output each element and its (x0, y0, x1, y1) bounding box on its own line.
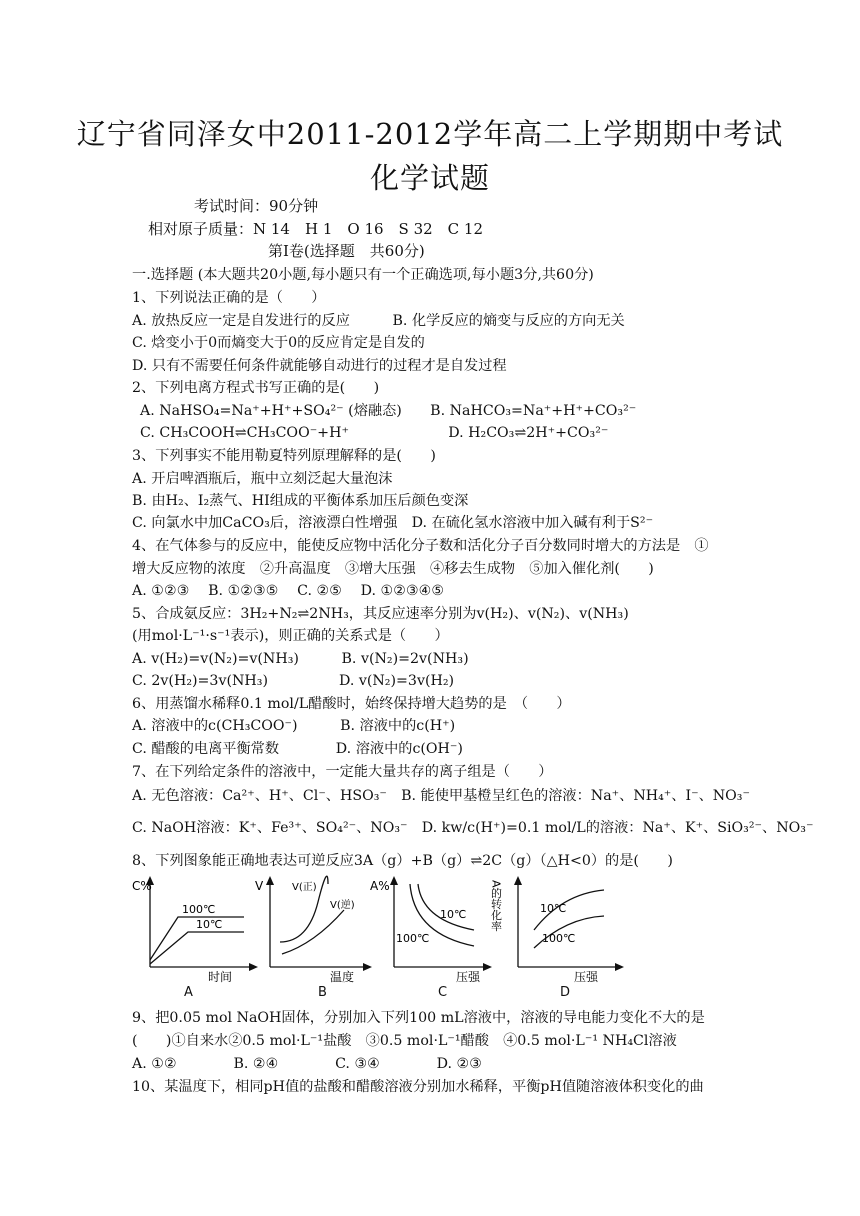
q3-stem: 3、下列事实不能用勒夏特列原理解释的是( ) (132, 448, 436, 464)
graph-b-caption: B (318, 985, 327, 1000)
graph-b-curve1-label: V(正) (292, 882, 317, 893)
q1-options-ab: A. 放热反应一定是自发进行的反应 B. 化学反应的熵变与反应的方向无关 (132, 313, 625, 329)
q2-stem: 2、下列电离方程式书写正确的是( ) (132, 380, 380, 396)
q8-stem: 8、下列图象能正确地表达可逆反应3A（g）+B（g）⇌2C（g）（△H<0）的是( ) (132, 853, 673, 869)
q9-options: A. ①② B. ②④ C. ③④ D. ②③ (132, 1056, 482, 1072)
graph-a (130, 872, 260, 988)
q6-options-cd: C. 醋酸的电离平衡常数 D. 溶液中的c(OH⁻) (132, 741, 463, 757)
q4-options: A. ①②③ B. ①②③⑤ C. ②⑤ D. ①②③④⑤ (132, 583, 445, 599)
title-line-2: 化学试题 (369, 161, 490, 195)
q1-option-d: D. 只有不需要任何条件就能够自动进行的过程才是自发过程 (132, 358, 507, 374)
graph-d-curve2-label: 100℃ (542, 932, 576, 945)
graph-d (489, 872, 626, 988)
section-heading: 一.选择题 (本大题共20小题,每小题只有一个正确选项,每小题3分,共60分) (132, 267, 594, 283)
q5-stem: 5、合成氨反应：3H₂+N₂⇌2NH₃，其反应速率分别为v(H₂)、v(N₂)、v(NH₃) (132, 606, 629, 622)
q6-options-ab: A. 溶液中的c(CH₃COO⁻) B. 溶液中的c(H⁺) (132, 718, 456, 734)
q6-stem: 6、用蒸馏水稀释0.1 mol/L醋酸时，始终保持增大趋势的是 （ ） (132, 696, 571, 712)
q2-options-ab: A. NaHSO₄=Na⁺+H⁺+SO₄²⁻ (熔融态) B. NaHCO₃=Na⁺+H⁺+CO₃²⁻ (140, 403, 637, 419)
graph-c-curve1-label: 10℃ (440, 908, 467, 921)
graph-c (370, 872, 495, 988)
q5-stem-cont: (用mol·L⁻¹·s⁻¹表示)，则正确的关系式是（ ） (132, 628, 449, 644)
graph-c-y-label: A% (370, 879, 390, 893)
q4-stem-cont: 增大反应物的浓度 ②升高温度 ③增大压强 ④移去生成物 ⑤加入催化剂( ) (132, 561, 654, 577)
graph-b-y-label: V (255, 879, 264, 893)
q7-options-cd: C. NaOH溶液：K⁺、Fe³⁺、SO₄²⁻、NO₃⁻ D. kw/c(H⁺)=0.1 mol/L的溶液：Na⁺、K⁺、SiO₃²⁻、NO₃⁻ (132, 820, 814, 836)
graph-a-curve2-label: 10℃ (196, 918, 223, 931)
graph-a-caption: A (184, 985, 193, 1000)
q10-stem: 10、某温度下，相同pH值的盐酸和醋酸溶液分别加水稀释，平衡pH值随溶液体积变化的曲 (132, 1079, 704, 1095)
graph-a-curve-10 (150, 932, 244, 964)
q7-options-ab: A. 无色溶液：Ca²⁺、H⁺、Cl⁻、HSO₃⁻ B. 能使甲基橙呈红色的溶液：Na⁺、NH₄⁺、I⁻、NO₃⁻ (132, 788, 750, 804)
q7-stem: 7、在下列给定条件的溶液中，一定能大量共存的离子组是（ ） (132, 764, 553, 780)
graph-d-curve1-label: 10℃ (540, 902, 567, 915)
graph-a-y-label: C% (132, 879, 152, 893)
graph-d-caption: D (560, 985, 571, 1000)
q9-stem-cont: ( )①自来水②0.5 mol·L⁻¹盐酸 ③0.5 mol·L⁻¹醋酸 ④0.5 mol·L⁻¹ NH₄Cl溶液 (132, 1033, 677, 1049)
q1-stem: 1、下列说法正确的是（ ） (132, 290, 326, 306)
q2-options-cd: C. CH₃COOH⇌CH₃COO⁻+H⁺ D. H₂CO₃⇌2H⁺+CO₃²⁻ (140, 425, 609, 441)
graph-d-x-label: 压强 (574, 970, 599, 984)
q3-option-b: B. 由H₂、I₂蒸气、HI组成的平衡体系加压后颜色变深 (132, 493, 469, 509)
graph-c-caption: C (438, 985, 448, 1000)
part-heading: 第Ⅰ卷(选择题 共60分) (268, 242, 425, 260)
title-line-1: 辽宁省同泽女中2011-2012学年高二上学期期中考试 (76, 117, 784, 151)
q4-stem: 4、在气体参与的反应中，能使反应物中活化分子数和活化分子百分数同时增大的方法是 ① (132, 538, 709, 554)
graph-a-x-label: 时间 (208, 970, 233, 984)
q1-option-c: C. 焓变小于0而熵变大于0的反应肯定是自发的 (132, 335, 425, 351)
q5-options-cd: C. 2v(H₂)=3v(NH₃) D. v(N₂)=3v(H₂) (132, 673, 455, 689)
graph-c-x-label: 压强 (456, 970, 481, 984)
graph-a-curve1-label: 100℃ (182, 903, 216, 916)
graph-d-y-label: A的转化率 (489, 880, 503, 932)
q9-stem: 9、把0.05 mol NaOH固体，分别加入下列100 mL溶液中，溶液的导电能力变化不大的是 (132, 1010, 705, 1026)
graph-b-curve2-label: V(逆) (330, 900, 355, 911)
q3-options-cd: C. 向氯水中加CaCO₃后，溶液漂白性增强 D. 在硫化氢水溶液中加入碱有利于S²⁻ (132, 515, 654, 531)
graph-b (250, 872, 375, 988)
exam-time: 考试时间：90分钟 (194, 197, 319, 215)
q5-options-ab: A. v(H₂)=v(N₂)=v(NH₃) B. v(N₂)=2v(NH₃) (132, 651, 469, 667)
graph-c-curve2-label: 100℃ (396, 932, 430, 945)
graph-b-x-label: 温度 (330, 970, 355, 984)
q3-option-a: A. 开启啤酒瓶后，瓶中立刻泛起大量泡沫 (132, 471, 393, 487)
atomic-masses: 相对原子质量：N 14 H 1 O 16 S 32 C 12 (148, 220, 483, 238)
